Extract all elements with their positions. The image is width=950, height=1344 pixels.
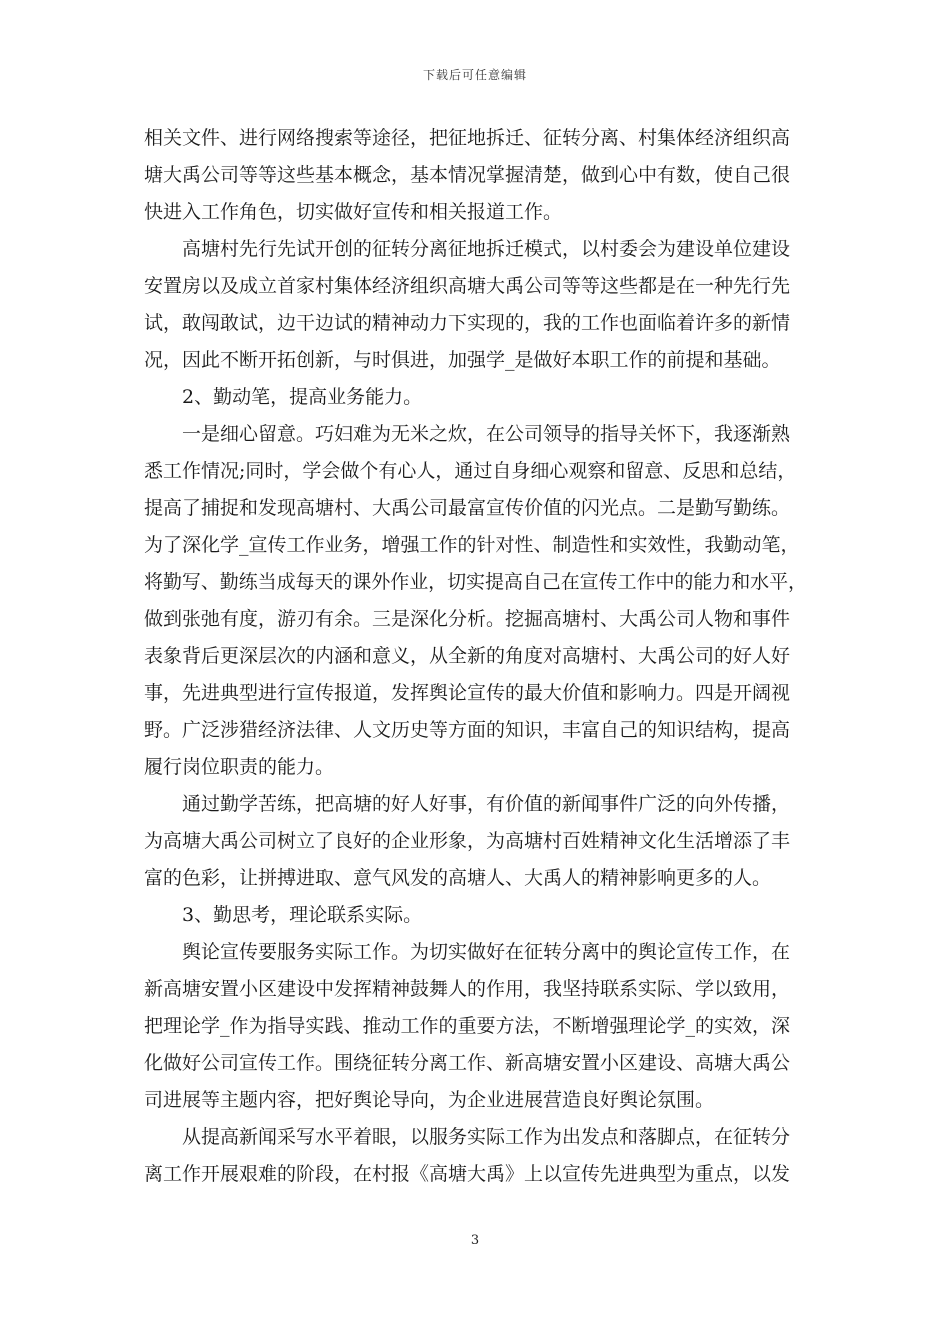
text-line: 试，敢闯敢试，边干边试的精神动力下实现的，我的工作也面临着许多的新情 <box>144 312 791 334</box>
text-line: 为高塘大禹公司树立了良好的企业形象，为高塘村百姓精神文化生活增添了丰 <box>144 830 791 852</box>
text-line: 将勤写、勤练当成每天的课外作业，切实提高自己在宣传工作中的能力和水平， <box>144 571 808 593</box>
text-line: 把理论学_作为指导实践、推动工作的重要方法，不断增强理论学_的实效，深 <box>144 1015 791 1037</box>
text-line: 2、勤动笔，提高业务能力。 <box>182 386 423 408</box>
text-line: 化做好公司宣传工作。围绕征转分离工作、新高塘安置小区建设、高塘大禹公 <box>144 1052 791 1074</box>
text-line: 悉工作情况;同时，学会做个有心人，通过自身细心观察和留意、反思和总结， <box>144 460 797 482</box>
page-header: 下载后可任意编辑 <box>422 68 527 82</box>
text-line: 况，因此不断开拓创新，与时俱进，加强学_是做好本职工作的前提和基础。 <box>144 349 781 371</box>
text-line: 提高了捕捉和发现高塘村、大禹公司最富宣传价值的闪光点。二是勤写勤练。 <box>144 497 791 519</box>
document-body <box>144 120 807 1193</box>
text-line: 做到张弛有度，游刃有余。三是深化分析。挖掘高塘村、大禹公司人物和事件 <box>144 608 791 630</box>
text-line: 离工作开展艰难的阶段，在村报《高塘大禹》上以宣传先进典型为重点，以发 <box>144 1163 791 1185</box>
text-line: 高塘村先行先试开创的征转分离征地拆迁模式，以村委会为建设单位建设 <box>182 238 791 260</box>
text-line: 一是细心留意。巧妇难为无米之炊，在公司领导的指导关怀下，我逐渐熟 <box>182 423 791 445</box>
text-line: 新高塘安置小区建设中发挥精神鼓舞人的作用，我坚持联系实际、学以致用， <box>144 978 791 1000</box>
text-line: 履行岗位职责的能力。 <box>144 756 335 778</box>
text-line: 相关文件、进行网络搜索等途径，把征地拆迁、征转分离、村集体经济组织高 <box>144 127 791 149</box>
text-line: 安置房以及成立首家村集体经济组织高塘大禹公司等等这些都是在一种先行先 <box>144 275 791 297</box>
text-line: 通过勤学苦练，把高塘的好人好事，有价值的新闻事件广泛的向外传播， <box>182 793 791 815</box>
text-line: 野。广泛涉猎经济法律、人文历史等方面的知识，丰富自己的知识结构，提高 <box>144 719 791 741</box>
text-line: 司进展等主题内容，把好舆论导向，为企业进展营造良好舆论氛围。 <box>144 1089 715 1111</box>
text-line: 3、勤思考，理论联系实际。 <box>182 904 423 926</box>
text-line: 表象背后更深层次的内涵和意义，从全新的角度对高塘村、大禹公司的好人好 <box>144 645 791 667</box>
text-line: 快进入工作角色，切实做好宣传和相关报道工作。 <box>144 201 563 223</box>
text-line: 富的色彩，让拼搏进取、意气风发的高塘人、大禹人的精神影响更多的人。 <box>144 867 772 889</box>
text-line: 为了深化学_宣传工作业务，增强工作的针对性、制造性和实效性，我勤动笔， <box>144 534 800 556</box>
text-line: 舆论宣传要服务实际工作。为切实做好在征转分离中的舆论宣传工作，在 <box>182 941 791 963</box>
page-number: 3 <box>470 1233 480 1248</box>
text-line: 从提高新闻采写水平着眼，以服务实际工作为出发点和落脚点，在征转分 <box>182 1126 791 1148</box>
text-line: 塘大禹公司等等这些基本概念，基本情况掌握清楚，做到心中有数，使自己很 <box>144 164 791 186</box>
text-line: 事，先进典型进行宣传报道，发挥舆论宣传的最大价值和影响力。四是开阔视 <box>144 682 791 704</box>
